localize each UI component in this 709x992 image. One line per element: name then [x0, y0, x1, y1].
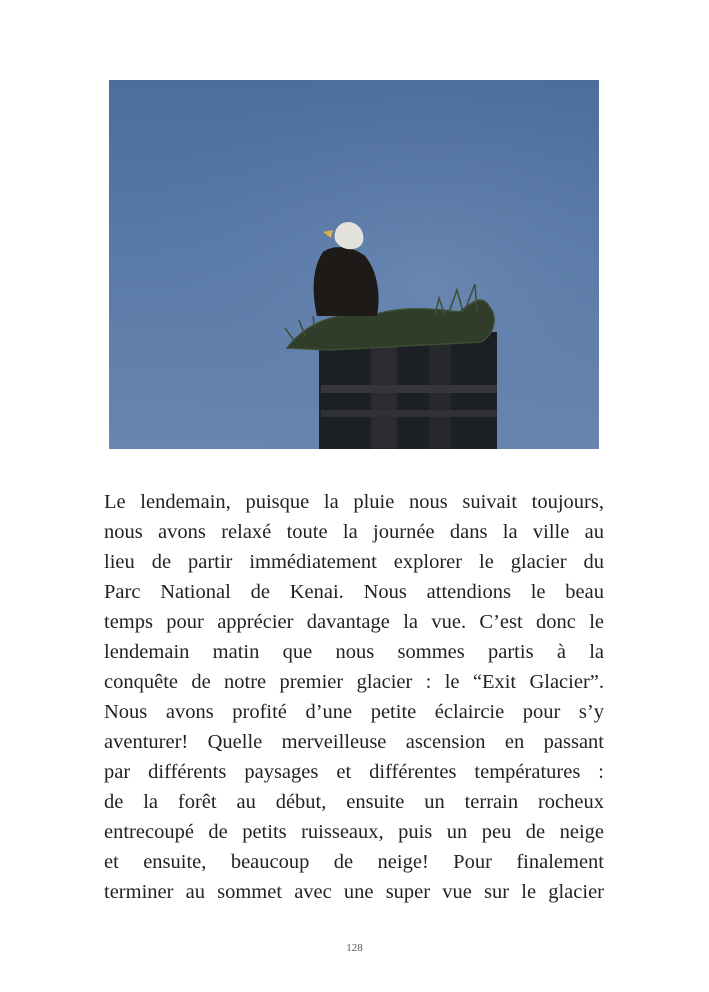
body-line: terminer au sommet avec une super vue sur le glacier: [104, 881, 604, 903]
body-line: entrecoupé de petits ruisseaux, puis un peu de neige: [104, 821, 604, 843]
body-line: lendemain matin que nous sommes partis à la: [104, 641, 604, 663]
body-line: conquête de notre premier glacier : le “Exit Glacier”.: [104, 671, 604, 693]
body-text: [104, 487, 604, 907]
body-line: et ensuite, beaucoup de neige! Pour finalement: [104, 851, 604, 873]
body-line: Parc National de Kenai. Nous attendions le beau: [104, 581, 604, 603]
page-number: 128: [346, 942, 363, 954]
body-line: par différents paysages et différentes températures :: [104, 761, 604, 783]
body-line: Nous avons profité d’une petite éclaircie pour s’y: [104, 701, 604, 723]
body-line: nous avons relaxé toute la journée dans la ville au: [104, 521, 604, 543]
eagle-photo: [109, 80, 599, 449]
body-line: aventurer! Quelle merveilleuse ascension en passant: [104, 731, 604, 753]
body-line: lieu de partir immédiatement explorer le glacier du: [104, 551, 604, 573]
body-line: Le lendemain, puisque la pluie nous suivait toujours,: [104, 491, 604, 513]
eagle-photo-illustration: [109, 80, 599, 449]
body-line: temps pour apprécier davantage la vue. C’est donc le: [104, 611, 604, 633]
body-line: de la forêt au début, ensuite un terrain rocheux: [104, 791, 604, 813]
